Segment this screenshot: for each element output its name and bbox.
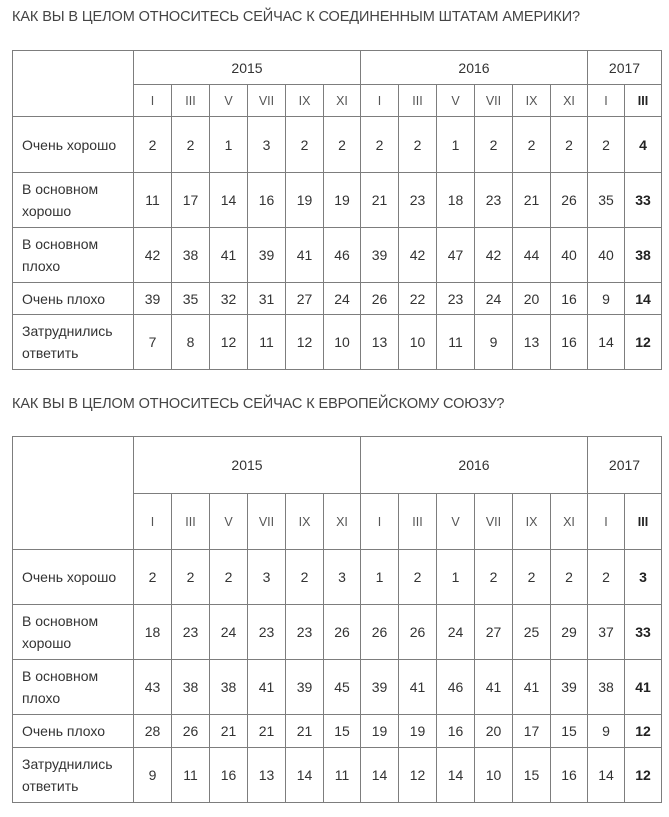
month-header: III xyxy=(399,494,437,550)
value-cell: 32 xyxy=(210,283,248,315)
table-row xyxy=(13,173,662,228)
value-cell: 2 xyxy=(588,117,625,173)
value-cell: 2 xyxy=(399,117,437,173)
month-header: I xyxy=(361,494,399,550)
value-cell: 27 xyxy=(286,283,324,315)
value-cell: 40 xyxy=(551,228,588,283)
row-label: В основном плохо xyxy=(13,228,134,283)
value-cell: 33 xyxy=(625,173,662,228)
value-cell: 2 xyxy=(475,117,513,173)
value-cell: 7 xyxy=(134,315,172,370)
value-cell: 8 xyxy=(172,315,210,370)
row-label: Очень плохо xyxy=(13,283,134,315)
usa-attitude-table xyxy=(12,50,662,370)
value-cell: 24 xyxy=(437,605,475,660)
value-cell: 21 xyxy=(248,715,286,748)
value-cell: 24 xyxy=(210,605,248,660)
row-label: В основном плохо xyxy=(13,660,134,715)
month-header: III xyxy=(399,85,437,117)
value-cell: 24 xyxy=(475,283,513,315)
value-cell: 2 xyxy=(513,117,551,173)
value-cell: 4 xyxy=(625,117,662,173)
table-row xyxy=(13,748,662,803)
value-cell: 21 xyxy=(210,715,248,748)
year-header: 2017 xyxy=(588,437,662,494)
year-header: 2016 xyxy=(361,437,588,494)
value-cell: 11 xyxy=(172,748,210,803)
value-cell: 20 xyxy=(475,715,513,748)
value-cell: 20 xyxy=(513,283,551,315)
value-cell: 41 xyxy=(625,660,662,715)
value-cell: 41 xyxy=(286,228,324,283)
month-header: IX xyxy=(286,494,324,550)
table-row xyxy=(13,660,662,715)
value-cell: 16 xyxy=(551,315,588,370)
value-cell: 2 xyxy=(551,550,588,605)
value-cell: 10 xyxy=(324,315,361,370)
month-header: III xyxy=(625,85,662,117)
value-cell: 12 xyxy=(399,748,437,803)
value-cell: 10 xyxy=(475,748,513,803)
value-cell: 38 xyxy=(172,228,210,283)
value-cell: 16 xyxy=(551,748,588,803)
value-cell: 26 xyxy=(172,715,210,748)
value-cell: 41 xyxy=(399,660,437,715)
value-cell: 12 xyxy=(625,715,662,748)
value-cell: 14 xyxy=(210,173,248,228)
value-cell: 38 xyxy=(172,660,210,715)
value-cell: 16 xyxy=(248,173,286,228)
value-cell: 14 xyxy=(437,748,475,803)
value-cell: 19 xyxy=(286,173,324,228)
value-cell: 3 xyxy=(248,550,286,605)
value-cell: 46 xyxy=(324,228,361,283)
value-cell: 11 xyxy=(134,173,172,228)
value-cell: 11 xyxy=(324,748,361,803)
value-cell: 43 xyxy=(134,660,172,715)
value-cell: 28 xyxy=(134,715,172,748)
value-cell: 1 xyxy=(361,550,399,605)
month-header: I xyxy=(134,85,172,117)
value-cell: 3 xyxy=(324,550,361,605)
value-cell: 16 xyxy=(210,748,248,803)
value-cell: 35 xyxy=(588,173,625,228)
value-cell: 18 xyxy=(134,605,172,660)
month-header: IX xyxy=(513,494,551,550)
value-cell: 12 xyxy=(210,315,248,370)
value-cell: 12 xyxy=(286,315,324,370)
value-cell: 22 xyxy=(399,283,437,315)
row-label: Очень хорошо xyxy=(13,117,134,173)
month-header: V xyxy=(210,85,248,117)
value-cell: 45 xyxy=(324,660,361,715)
value-cell: 37 xyxy=(588,605,625,660)
row-label: Затруднились ответить xyxy=(13,315,134,370)
value-cell: 2 xyxy=(210,550,248,605)
month-header: III xyxy=(172,85,210,117)
value-cell: 2 xyxy=(475,550,513,605)
month-header: V xyxy=(437,85,475,117)
value-cell: 2 xyxy=(172,117,210,173)
value-cell: 27 xyxy=(475,605,513,660)
value-cell: 23 xyxy=(286,605,324,660)
month-header: I xyxy=(588,494,625,550)
value-cell: 16 xyxy=(551,283,588,315)
value-cell: 26 xyxy=(324,605,361,660)
value-cell: 3 xyxy=(248,117,286,173)
value-cell: 9 xyxy=(588,715,625,748)
value-cell: 11 xyxy=(248,315,286,370)
value-cell: 1 xyxy=(437,117,475,173)
value-cell: 23 xyxy=(248,605,286,660)
eu-attitude-table xyxy=(12,436,662,803)
table2-title: КАК ВЫ В ЦЕЛОМ ОТНОСИТЕСЬ СЕЙЧАС К ЕВРОПЕЙСКОМУ СОЮЗУ? xyxy=(12,396,505,412)
table-row xyxy=(13,283,662,315)
value-cell: 12 xyxy=(625,748,662,803)
row-label: Затруднились ответить xyxy=(13,748,134,803)
table-row xyxy=(13,228,662,283)
value-cell: 2 xyxy=(361,117,399,173)
year-header: 2017 xyxy=(588,51,662,85)
value-cell: 25 xyxy=(513,605,551,660)
table-row xyxy=(13,715,662,748)
value-cell: 15 xyxy=(324,715,361,748)
value-cell: 41 xyxy=(513,660,551,715)
month-header: XI xyxy=(551,494,588,550)
month-header: VII xyxy=(475,494,513,550)
value-cell: 14 xyxy=(625,283,662,315)
value-cell: 2 xyxy=(134,550,172,605)
value-cell: 2 xyxy=(513,550,551,605)
month-header: VII xyxy=(248,85,286,117)
value-cell: 39 xyxy=(134,283,172,315)
value-cell: 14 xyxy=(286,748,324,803)
year-header-row xyxy=(13,51,662,85)
value-cell: 21 xyxy=(286,715,324,748)
value-cell: 2 xyxy=(286,117,324,173)
value-cell: 19 xyxy=(324,173,361,228)
year-header: 2015 xyxy=(134,437,361,494)
month-header: V xyxy=(210,494,248,550)
value-cell: 23 xyxy=(399,173,437,228)
row-label: В основном хорошо xyxy=(13,605,134,660)
year-header: 2016 xyxy=(361,51,588,85)
value-cell: 9 xyxy=(588,283,625,315)
month-header: III xyxy=(625,494,662,550)
value-cell: 46 xyxy=(437,660,475,715)
value-cell: 39 xyxy=(551,660,588,715)
table1-title: КАК ВЫ В ЦЕЛОМ ОТНОСИТЕСЬ СЕЙЧАС К СОЕДИНЕННЫМ ШТАТАМ АМЕРИКИ? xyxy=(12,9,580,25)
month-header: I xyxy=(588,85,625,117)
value-cell: 19 xyxy=(361,715,399,748)
month-header: VII xyxy=(475,85,513,117)
month-header: XI xyxy=(551,85,588,117)
value-cell: 1 xyxy=(437,550,475,605)
value-cell: 10 xyxy=(399,315,437,370)
value-cell: 33 xyxy=(625,605,662,660)
month-header: XI xyxy=(324,85,361,117)
value-cell: 39 xyxy=(286,660,324,715)
value-cell: 15 xyxy=(513,748,551,803)
value-cell: 2 xyxy=(134,117,172,173)
value-cell: 26 xyxy=(551,173,588,228)
value-cell: 17 xyxy=(172,173,210,228)
table-row xyxy=(13,315,662,370)
value-cell: 14 xyxy=(361,748,399,803)
value-cell: 26 xyxy=(361,605,399,660)
value-cell: 2 xyxy=(399,550,437,605)
year-header: 2015 xyxy=(134,51,361,85)
value-cell: 9 xyxy=(475,315,513,370)
value-cell: 38 xyxy=(210,660,248,715)
row-label: Очень хорошо xyxy=(13,550,134,605)
value-cell: 16 xyxy=(437,715,475,748)
value-cell: 2 xyxy=(588,550,625,605)
value-cell: 13 xyxy=(361,315,399,370)
value-cell: 38 xyxy=(625,228,662,283)
value-cell: 23 xyxy=(475,173,513,228)
value-cell: 42 xyxy=(134,228,172,283)
value-cell: 39 xyxy=(361,228,399,283)
corner-cell xyxy=(13,437,134,550)
value-cell: 38 xyxy=(588,660,625,715)
value-cell: 15 xyxy=(551,715,588,748)
row-label: Очень плохо xyxy=(13,715,134,748)
value-cell: 11 xyxy=(437,315,475,370)
table-row xyxy=(13,117,662,173)
value-cell: 24 xyxy=(324,283,361,315)
value-cell: 39 xyxy=(248,228,286,283)
value-cell: 2 xyxy=(551,117,588,173)
row-label: В основном хорошо xyxy=(13,173,134,228)
value-cell: 1 xyxy=(210,117,248,173)
month-header: IX xyxy=(513,85,551,117)
value-cell: 23 xyxy=(172,605,210,660)
value-cell: 42 xyxy=(399,228,437,283)
value-cell: 2 xyxy=(172,550,210,605)
value-cell: 21 xyxy=(361,173,399,228)
value-cell: 39 xyxy=(361,660,399,715)
month-header: I xyxy=(134,494,172,550)
value-cell: 3 xyxy=(625,550,662,605)
month-header: III xyxy=(172,494,210,550)
month-header: XI xyxy=(324,494,361,550)
value-cell: 26 xyxy=(399,605,437,660)
value-cell: 14 xyxy=(588,315,625,370)
value-cell: 12 xyxy=(625,315,662,370)
value-cell: 18 xyxy=(437,173,475,228)
value-cell: 26 xyxy=(361,283,399,315)
value-cell: 44 xyxy=(513,228,551,283)
month-header: V xyxy=(437,494,475,550)
corner-cell xyxy=(13,51,134,117)
table-row xyxy=(13,550,662,605)
value-cell: 41 xyxy=(475,660,513,715)
value-cell: 21 xyxy=(513,173,551,228)
value-cell: 2 xyxy=(324,117,361,173)
value-cell: 14 xyxy=(588,748,625,803)
value-cell: 35 xyxy=(172,283,210,315)
value-cell: 41 xyxy=(248,660,286,715)
year-header-row xyxy=(13,437,662,494)
value-cell: 13 xyxy=(248,748,286,803)
value-cell: 47 xyxy=(437,228,475,283)
month-header: IX xyxy=(286,85,324,117)
value-cell: 29 xyxy=(551,605,588,660)
month-header: I xyxy=(361,85,399,117)
value-cell: 9 xyxy=(134,748,172,803)
value-cell: 31 xyxy=(248,283,286,315)
value-cell: 2 xyxy=(286,550,324,605)
value-cell: 42 xyxy=(475,228,513,283)
value-cell: 23 xyxy=(437,283,475,315)
value-cell: 17 xyxy=(513,715,551,748)
value-cell: 13 xyxy=(513,315,551,370)
month-header: VII xyxy=(248,494,286,550)
table-row xyxy=(13,605,662,660)
value-cell: 40 xyxy=(588,228,625,283)
value-cell: 41 xyxy=(210,228,248,283)
value-cell: 19 xyxy=(399,715,437,748)
